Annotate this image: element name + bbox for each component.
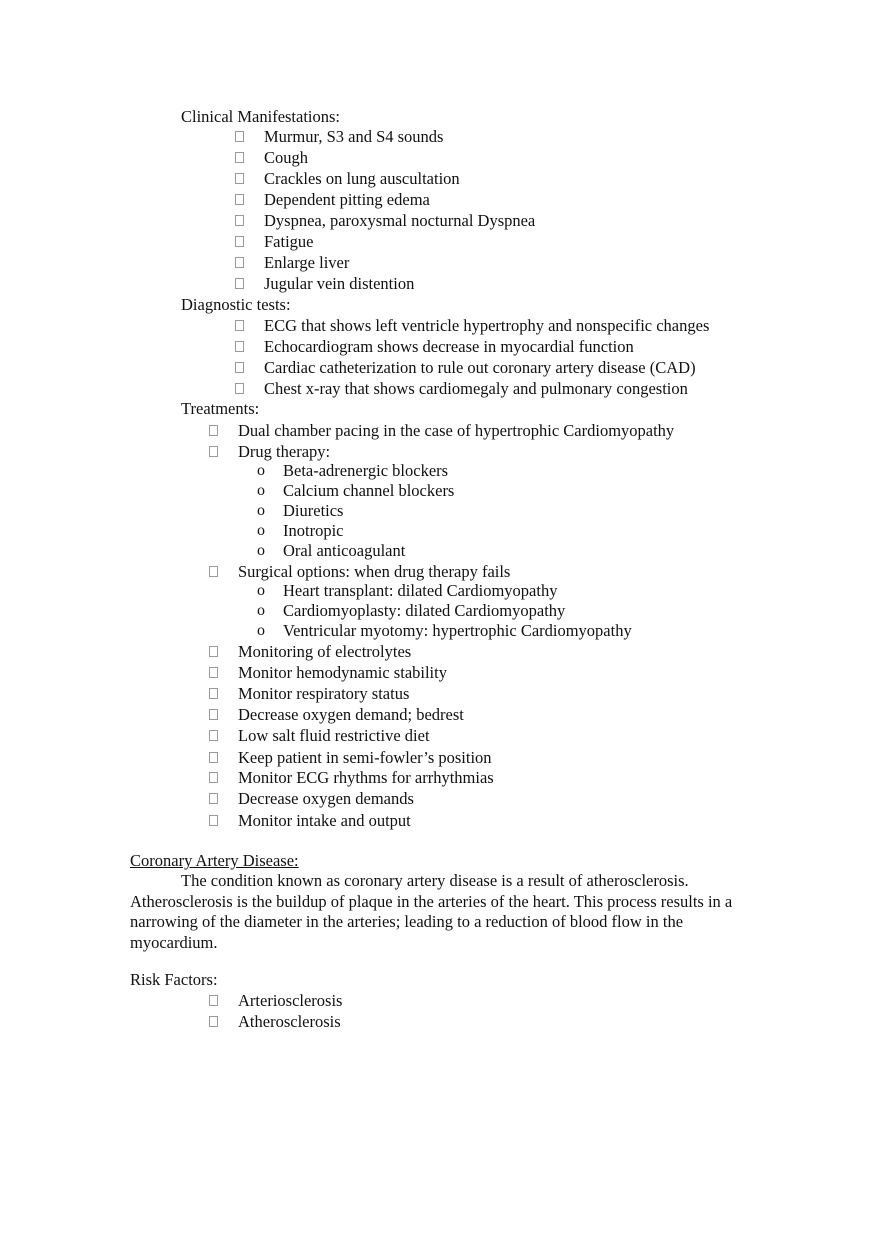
sub-list-item-text: Beta-adrenergic blockers [283,461,449,480]
list-item [209,562,769,582]
list-item-text: Monitor intake and output [238,811,411,830]
list-item-text: Surgical options: when drug therapy fails [238,562,511,581]
bullet-icon [235,257,244,268]
bullet-icon [235,215,244,226]
list-item [235,127,755,147]
list-item [235,253,755,273]
treatments-heading-text: Treatments: [181,399,260,418]
sub-list-item [257,581,757,601]
list-item-text: Arteriosclerosis [238,991,343,1010]
sub-list-item [257,461,757,481]
sub-list-item-text: Ventricular myotomy: hypertrophic Cardiomyopathy [283,621,632,640]
bullet-icon [235,131,244,142]
bullet-icon [235,341,244,352]
bullet-icon [235,278,244,289]
list-item [209,663,769,683]
list-item [235,337,795,357]
list-item-text: Dyspnea, paroxysmal nocturnal Dyspnea [264,211,536,230]
list-item [235,274,755,294]
sub-list-item [257,621,757,641]
list-item-text: Cough [264,148,309,167]
bullet-icon [209,566,218,577]
bullet-icon [209,752,218,763]
diagnostic-heading [181,295,291,315]
list-item [235,358,795,378]
sub-list-item [257,521,757,541]
sub-list-item-text: Cardiomyoplasty: dilated Cardiomyopathy [283,601,566,620]
circle-bullet-icon: o [257,542,265,559]
list-item [209,442,769,462]
bullet-icon [209,446,218,457]
sub-list-item-text: Oral anticoagulant [283,541,406,560]
bullet-icon [235,173,244,184]
bullet-icon [209,995,218,1006]
circle-bullet-icon: o [257,622,265,639]
treatments-heading [181,399,259,419]
circle-bullet-icon: o [257,502,265,519]
list-item [209,789,769,809]
list-item [235,232,755,252]
list-item-text: Dependent pitting edema [264,190,430,209]
list-item-text: Keep patient in semi-fowler’s position [238,748,492,767]
bullet-icon [209,772,218,783]
cad-heading [130,851,299,871]
list-item-text: ECG that shows left ventricle hypertrophy and nonspecific changes [264,316,710,335]
bullet-icon [209,815,218,826]
list-item-text: Low salt fluid restrictive diet [238,726,430,745]
list-item [209,811,769,831]
list-item-text: Decrease oxygen demand; bedrest [238,705,464,724]
list-item [209,684,769,704]
bullet-icon [235,362,244,373]
bullet-icon [209,646,218,657]
list-item [235,190,755,210]
clinical-heading-text: Clinical Manifestations: [181,107,341,126]
bullet-icon [235,383,244,394]
bullet-icon [235,152,244,163]
sub-list-item [257,501,757,521]
sub-list-item-text: Inotropic [283,521,344,540]
list-item-text: Crackles on lung auscultation [264,169,460,188]
circle-bullet-icon: o [257,482,265,499]
circle-bullet-icon: o [257,462,265,479]
diagnostic-heading-text: Diagnostic tests: [181,295,291,314]
list-item [235,169,755,189]
sub-list-item [257,481,757,501]
risk-heading [130,970,218,990]
list-item [209,748,769,768]
clinical-heading [181,107,340,127]
list-item [235,379,795,399]
list-item-text: Monitoring of electrolytes [238,642,412,661]
sub-list-item-text: Calcium channel blockers [283,481,455,500]
list-item [209,705,769,725]
list-item [209,991,609,1011]
list-item-text: Cardiac catheterization to rule out coronary artery disease (CAD) [264,358,696,377]
sub-list-item-text: Heart transplant: dilated Cardiomyopathy [283,581,558,600]
sub-list-item [257,601,757,621]
list-item-text: Jugular vein distention [264,274,415,293]
list-item [209,726,769,746]
bullet-icon [235,194,244,205]
bullet-icon [209,730,218,741]
list-item-text: Chest x-ray that shows cardiomegaly and pulmonary congestion [264,379,688,398]
list-item-text: Fatigue [264,232,314,251]
list-item-text: Monitor hemodynamic stability [238,663,447,682]
list-item-text: Dual chamber pacing in the case of hypertrophic Cardiomyopathy [238,421,675,440]
bullet-icon [209,1016,218,1027]
list-item-text: Monitor ECG rhythms for arrhythmias [238,768,494,787]
list-item-text: Drug therapy: [238,442,331,461]
list-item [235,211,755,231]
list-item [209,642,769,662]
bullet-icon [235,236,244,247]
bullet-icon [209,688,218,699]
list-item-text: Echocardiogram shows decrease in myocardial function [264,337,634,356]
circle-bullet-icon: o [257,602,265,619]
bullet-icon [235,320,244,331]
list-item [209,1012,609,1032]
list-item-text: Decrease oxygen demands [238,789,414,808]
list-item [209,421,769,441]
list-item [235,148,755,168]
bullet-icon [209,425,218,436]
bullet-icon [209,667,218,678]
cad-heading-text: Coronary Artery Disease: [130,851,299,870]
bullet-icon [209,793,218,804]
sub-list-item-text: Diuretics [283,501,344,520]
list-item [209,768,769,788]
risk-heading-text: Risk Factors: [130,970,218,989]
circle-bullet-icon: o [257,582,265,599]
circle-bullet-icon: o [257,522,265,539]
list-item [235,316,795,336]
list-item-text: Enlarge liver [264,253,350,272]
sub-list-item [257,541,757,561]
list-item-text: Atherosclerosis [238,1012,341,1031]
bullet-icon [209,709,218,720]
cad-paragraph: The condition known as coronary artery disease is a result of atherosclerosis. Atherosclerosis is the buildup of plaque in the arteries of the heart. This process results in a narrowing of the diameter in the arteries; leading to a reduction of blood flow in the myocardium. [130,871,733,952]
list-item-text: Monitor respiratory status [238,684,410,703]
list-item-text: Murmur, S3 and S4 sounds [264,127,444,146]
